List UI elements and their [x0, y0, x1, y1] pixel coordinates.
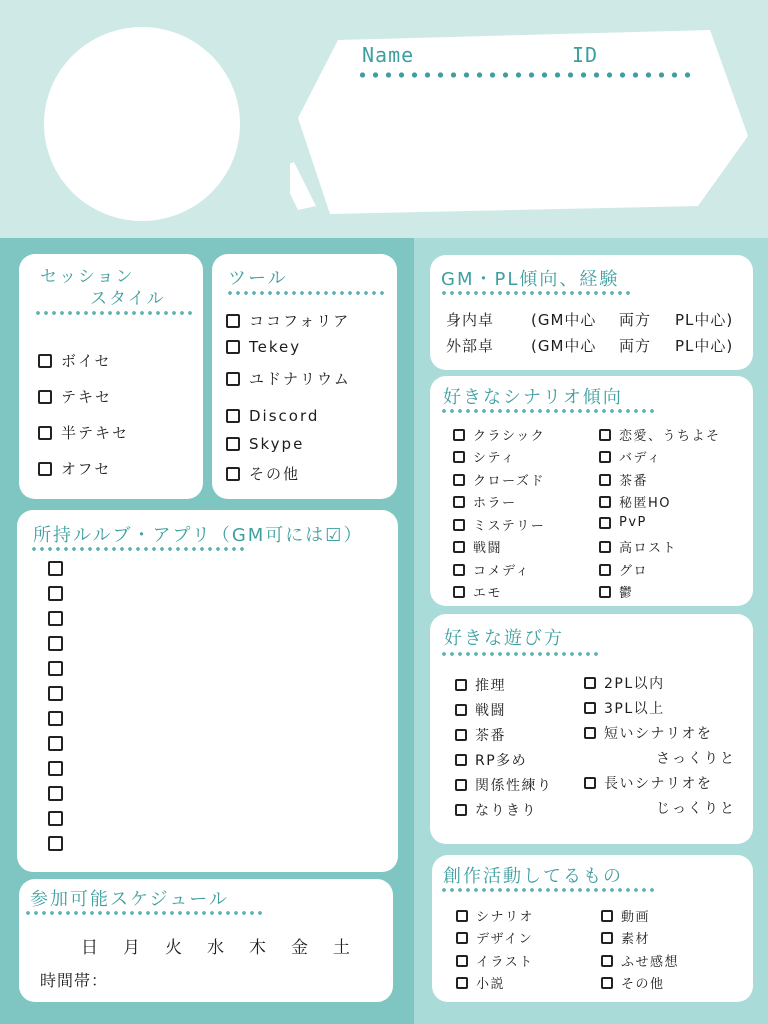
play-option-label: 戦闘	[475, 703, 506, 719]
scenario-option-label: ホラー	[473, 496, 517, 511]
session-option-label: オフセ	[61, 460, 112, 478]
scenario-option[interactable]	[453, 582, 502, 601]
tool-option[interactable]	[226, 407, 319, 425]
scenario-option-label: ミステリー	[473, 519, 546, 534]
tool-option[interactable]	[226, 368, 351, 389]
play-option-label: 短いシナリオを	[604, 726, 713, 742]
play-option[interactable]	[455, 700, 506, 720]
scenario-option[interactable]	[599, 470, 648, 489]
schedule-title: 参加可能スケジュール	[30, 889, 229, 910]
gm-pl-option-gm[interactable]: (GM中心	[531, 311, 597, 329]
scenario-option[interactable]	[599, 447, 661, 466]
scenario-option-label: PvP	[619, 515, 647, 530]
creative-option-label: その他	[621, 977, 665, 992]
avatar-circle[interactable]	[44, 27, 240, 221]
rulebooks-panel	[17, 510, 398, 872]
tool-option-label: Skype	[249, 435, 305, 453]
scenario-option-label: 鬱	[619, 586, 634, 601]
creative-option[interactable]	[456, 928, 533, 947]
play-option-label: 茶番	[475, 728, 506, 744]
creative-option-label: ふせ感想	[621, 955, 680, 970]
session-option-label: ボイセ	[61, 352, 112, 370]
session-option-label: テキセ	[61, 388, 113, 406]
scenario-option-label: 秘匿HO	[619, 496, 672, 511]
day-monday[interactable]: 月	[123, 938, 140, 958]
rulebook-checkbox[interactable]	[48, 586, 63, 601]
gm-pl-title: GM・PL傾向、経験	[441, 269, 620, 290]
play-option-label: RP多め	[475, 753, 528, 769]
session-option[interactable]	[38, 386, 112, 407]
id-label: ID	[572, 43, 599, 67]
gm-pl-row-label: 外部卓	[446, 337, 495, 355]
creative-option[interactable]	[456, 906, 534, 925]
play-option[interactable]	[455, 675, 506, 695]
tool-option-label: ココフォリア	[249, 312, 351, 330]
play-option[interactable]	[584, 673, 665, 693]
rulebooks-title: 所持ルルブ・アプリ（GM可には☑）	[33, 525, 364, 546]
scenario-title: 好きなシナリオ傾向	[443, 387, 623, 408]
rulebook-checkbox[interactable]	[48, 736, 63, 751]
rulebook-checkbox[interactable]	[48, 711, 63, 726]
scenario-dotted-line	[440, 409, 658, 413]
scenario-option-label: 茶番	[619, 474, 649, 489]
scenario-option[interactable]	[599, 425, 721, 444]
play-option-continuation: さっくりと	[656, 751, 736, 767]
rulebook-checkbox[interactable]	[48, 561, 63, 576]
day-friday[interactable]: 金	[291, 938, 308, 958]
creative-option[interactable]	[601, 906, 650, 925]
play-option[interactable]	[455, 775, 553, 795]
scenario-option-label: 高ロスト	[619, 541, 678, 556]
tool-option-label: ユドナリウム	[249, 370, 351, 388]
tool-option[interactable]	[226, 435, 304, 453]
time-slot-label: 時間帯：	[40, 971, 109, 990]
creative-option[interactable]	[601, 951, 679, 970]
scenario-option[interactable]	[599, 582, 634, 601]
play-option-label: なりきり	[475, 803, 537, 819]
play-option-label: 3PL以上	[604, 701, 665, 717]
session-title-line1: セッション	[40, 267, 135, 287]
scenario-option[interactable]	[453, 492, 517, 511]
creative-option[interactable]	[456, 973, 505, 992]
scenario-option[interactable]	[599, 537, 677, 556]
day-saturday[interactable]: 土	[333, 938, 350, 958]
creative-option-label: 小説	[476, 977, 506, 992]
day-wednesday[interactable]: 水	[207, 938, 224, 958]
tools-dotted-line	[226, 291, 384, 295]
scenario-option-label: 恋愛、うちよそ	[619, 429, 721, 444]
creative-option-label: シナリオ	[476, 910, 534, 925]
name-dotted-line	[356, 72, 698, 78]
play-option[interactable]	[455, 800, 537, 820]
tools-title: ツール	[228, 268, 288, 289]
rulebook-checkbox[interactable]	[48, 661, 63, 676]
play-style-title: 好きな遊び方	[444, 628, 564, 649]
scenario-option-label: バディ	[619, 451, 662, 466]
gm-pl-option-both[interactable]: 両方	[619, 337, 652, 355]
session-title-line2: スタイル	[90, 289, 166, 309]
session-option-label: 半テキセ	[61, 424, 130, 442]
creative-option-label: イラスト	[476, 955, 534, 970]
day-thursday[interactable]: 木	[249, 938, 266, 958]
rulebook-checkbox[interactable]	[48, 761, 63, 776]
scenario-option-label: コメディ	[473, 564, 530, 579]
play-option[interactable]	[584, 773, 712, 793]
gm-pl-dotted-line	[440, 291, 630, 295]
scenario-option-label: クローズド	[473, 474, 545, 489]
day-sunday[interactable]: 日	[81, 938, 98, 958]
name-id-speech-bubble	[290, 18, 750, 218]
session-option[interactable]	[38, 458, 111, 479]
creative-option-label: 動画	[621, 910, 651, 925]
scenario-option[interactable]	[599, 515, 647, 530]
creative-option[interactable]	[456, 951, 534, 970]
rulebook-checkbox[interactable]	[48, 836, 63, 851]
session-option[interactable]	[38, 350, 112, 371]
scenario-option-label: グロ	[619, 564, 649, 579]
tool-option-label: Tekey	[249, 338, 302, 356]
play-option[interactable]	[455, 725, 506, 745]
scenario-option-label: シティ	[473, 451, 516, 466]
creative-option[interactable]	[601, 928, 650, 947]
tool-option[interactable]	[226, 463, 300, 484]
rulebook-checkbox[interactable]	[48, 611, 63, 626]
play-option-label: 関係性練り	[475, 778, 553, 794]
creative-option[interactable]	[601, 973, 665, 992]
scenario-option[interactable]	[453, 425, 545, 444]
rulebooks-dotted-line	[30, 547, 244, 551]
session-dotted-line	[34, 311, 192, 315]
scenario-option[interactable]	[599, 492, 671, 511]
creative-dotted-line	[440, 888, 656, 892]
play-style-dotted-line	[440, 652, 600, 656]
play-option-label: 長いシナリオを	[604, 776, 713, 792]
scenario-option[interactable]	[599, 560, 648, 579]
scenario-option-label: エモ	[473, 586, 503, 601]
gm-pl-option-gm[interactable]: (GM中心	[531, 337, 597, 355]
tool-option-label: その他	[249, 465, 301, 483]
scenario-option[interactable]	[453, 470, 545, 489]
rulebook-checkbox[interactable]	[48, 686, 63, 701]
gm-pl-option-pl[interactable]: PL中心)	[675, 337, 734, 355]
tool-option[interactable]	[226, 338, 301, 356]
scenario-option[interactable]	[453, 515, 545, 534]
gm-pl-row-label: 身内卓	[446, 311, 495, 329]
play-option[interactable]	[584, 698, 665, 718]
scenario-option[interactable]	[453, 560, 530, 579]
rulebook-checkbox[interactable]	[48, 811, 63, 826]
tool-option[interactable]	[226, 310, 350, 331]
scenario-option-label: 戦闘	[473, 541, 503, 556]
play-option-label: 推理	[475, 678, 506, 694]
tool-option-label: Discord	[249, 407, 320, 425]
rulebook-checkbox[interactable]	[48, 786, 63, 801]
play-option[interactable]	[584, 723, 712, 743]
scenario-option[interactable]	[453, 537, 502, 556]
session-option[interactable]	[38, 422, 129, 443]
day-tuesday[interactable]: 火	[165, 938, 182, 958]
name-label: Name	[362, 43, 415, 67]
gm-pl-option-pl[interactable]: PL中心)	[675, 311, 734, 329]
play-option[interactable]	[455, 750, 527, 770]
scenario-option[interactable]	[453, 447, 515, 466]
rulebook-checkbox[interactable]	[48, 636, 63, 651]
scenario-option-label: クラシック	[473, 429, 546, 444]
play-option-label: 2PL以内	[604, 676, 665, 692]
creative-title: 創作活動してるもの	[443, 866, 623, 887]
gm-pl-option-both[interactable]: 両方	[619, 311, 652, 329]
rulebook-checkbox-list	[48, 561, 63, 861]
schedule-dotted-line	[24, 911, 262, 915]
creative-option-label: デザイン	[476, 932, 534, 947]
play-option-continuation: じっくりと	[656, 801, 736, 817]
creative-option-label: 素材	[621, 932, 651, 947]
